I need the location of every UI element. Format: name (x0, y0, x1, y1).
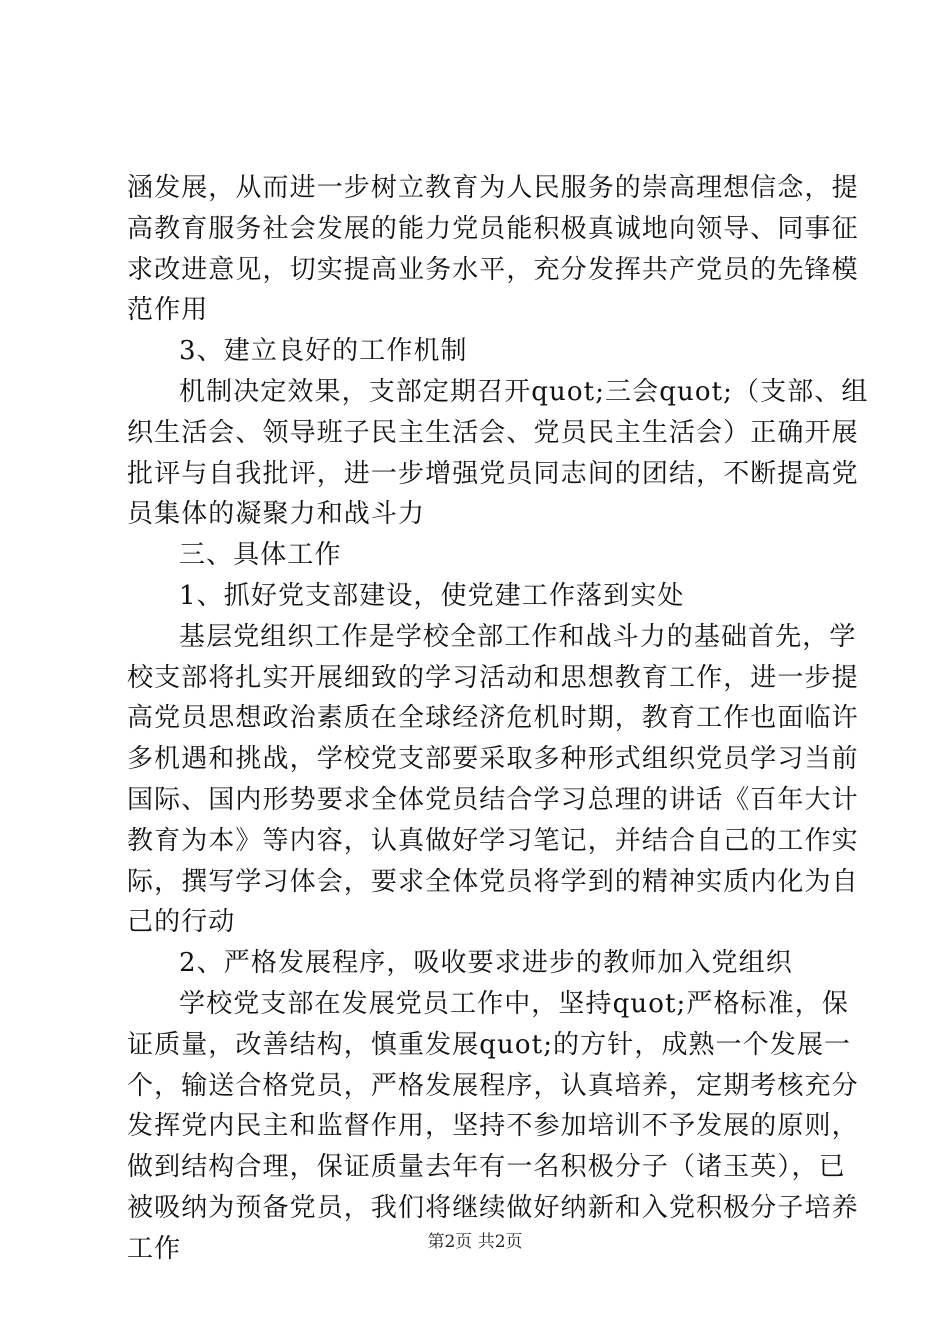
text-line: 校支部将扎实开展细致的学习活动和思想教育工作，进一步提 (127, 662, 859, 693)
text-line: 多机遇和挑战，学校党支部要采取多种形式组织党员学习当前 (127, 744, 859, 775)
text-line: 证质量，改善结构，慎重发展quot;的方针，成熟一个发展一 (127, 1029, 852, 1060)
text-line: 批评与自我批评，进一步增强党员同志间的团结，不断提高党 (127, 458, 859, 489)
text-line: 发挥党内民主和监督作用，坚持不参加培训不予发展的原则， (127, 1111, 859, 1142)
text-line: 机制决定效果，支部定期召开quot;三会quot;（支部、组 (179, 376, 869, 407)
text-line: 求改进意见，切实提高业务水平，充分发挥共产党员的先锋模 (127, 254, 859, 285)
text-line: 高教育服务社会发展的能力党员能积极真诚地向领导、同事征 (127, 213, 859, 244)
text-line: 基层党组织工作是学校全部工作和战斗力的基础首先，学 (179, 621, 857, 652)
text-line: 员集体的凝聚力和战斗力 (127, 499, 426, 530)
section-heading: 2、严格发展程序，吸收要求进步的教师加入党组织 (179, 948, 793, 979)
text-line: 际，撰写学习体会，要求全体党员将学到的精神实质内化为自 (127, 866, 859, 897)
section-heading: 1、抓好党支部建设，使党建工作落到实处 (179, 580, 685, 611)
page-number: 第2页 共2页 (427, 1232, 523, 1252)
section-heading: 三、具体工作 (179, 540, 342, 571)
document-body (127, 168, 869, 1270)
text-line: 涵发展，从而进一步树立教育为人民服务的崇高理想信念，提 (127, 173, 859, 203)
text-line: 被吸纳为预备党员，我们将继续做好纳新和入党积极分子培养 (127, 1192, 859, 1223)
section-heading: 3、建立良好的工作机制 (179, 336, 468, 367)
text-line: 范作用 (127, 295, 209, 326)
text-line: 高党员思想政治素质在全球经济危机时期，教育工作也面临许 (127, 703, 859, 734)
text-line: 做到结构合理，保证质量去年有一名积极分子（诸玉英），已 (127, 1152, 846, 1183)
page-footer (0, 1230, 950, 1254)
text-line: 个，输送合格党员，严格发展程序，认真培养，定期考核充分 (127, 1070, 859, 1101)
text-line: 学校党支部在发展党员工作中，坚持quot;严格标准，保 (179, 988, 849, 1019)
text-line: 己的行动 (127, 907, 236, 938)
text-line: 工作 (127, 1233, 182, 1264)
text-line: 国际、国内形势要求全体党员结合学习总理的讲话《百年大计 (127, 784, 859, 815)
text-line: 织生活会、领导班子民主生活会、党员民主生活会）正确开展 (127, 417, 859, 448)
text-line: 教育为本》等内容，认真做好学习笔记，并结合自己的工作实 (127, 825, 859, 856)
